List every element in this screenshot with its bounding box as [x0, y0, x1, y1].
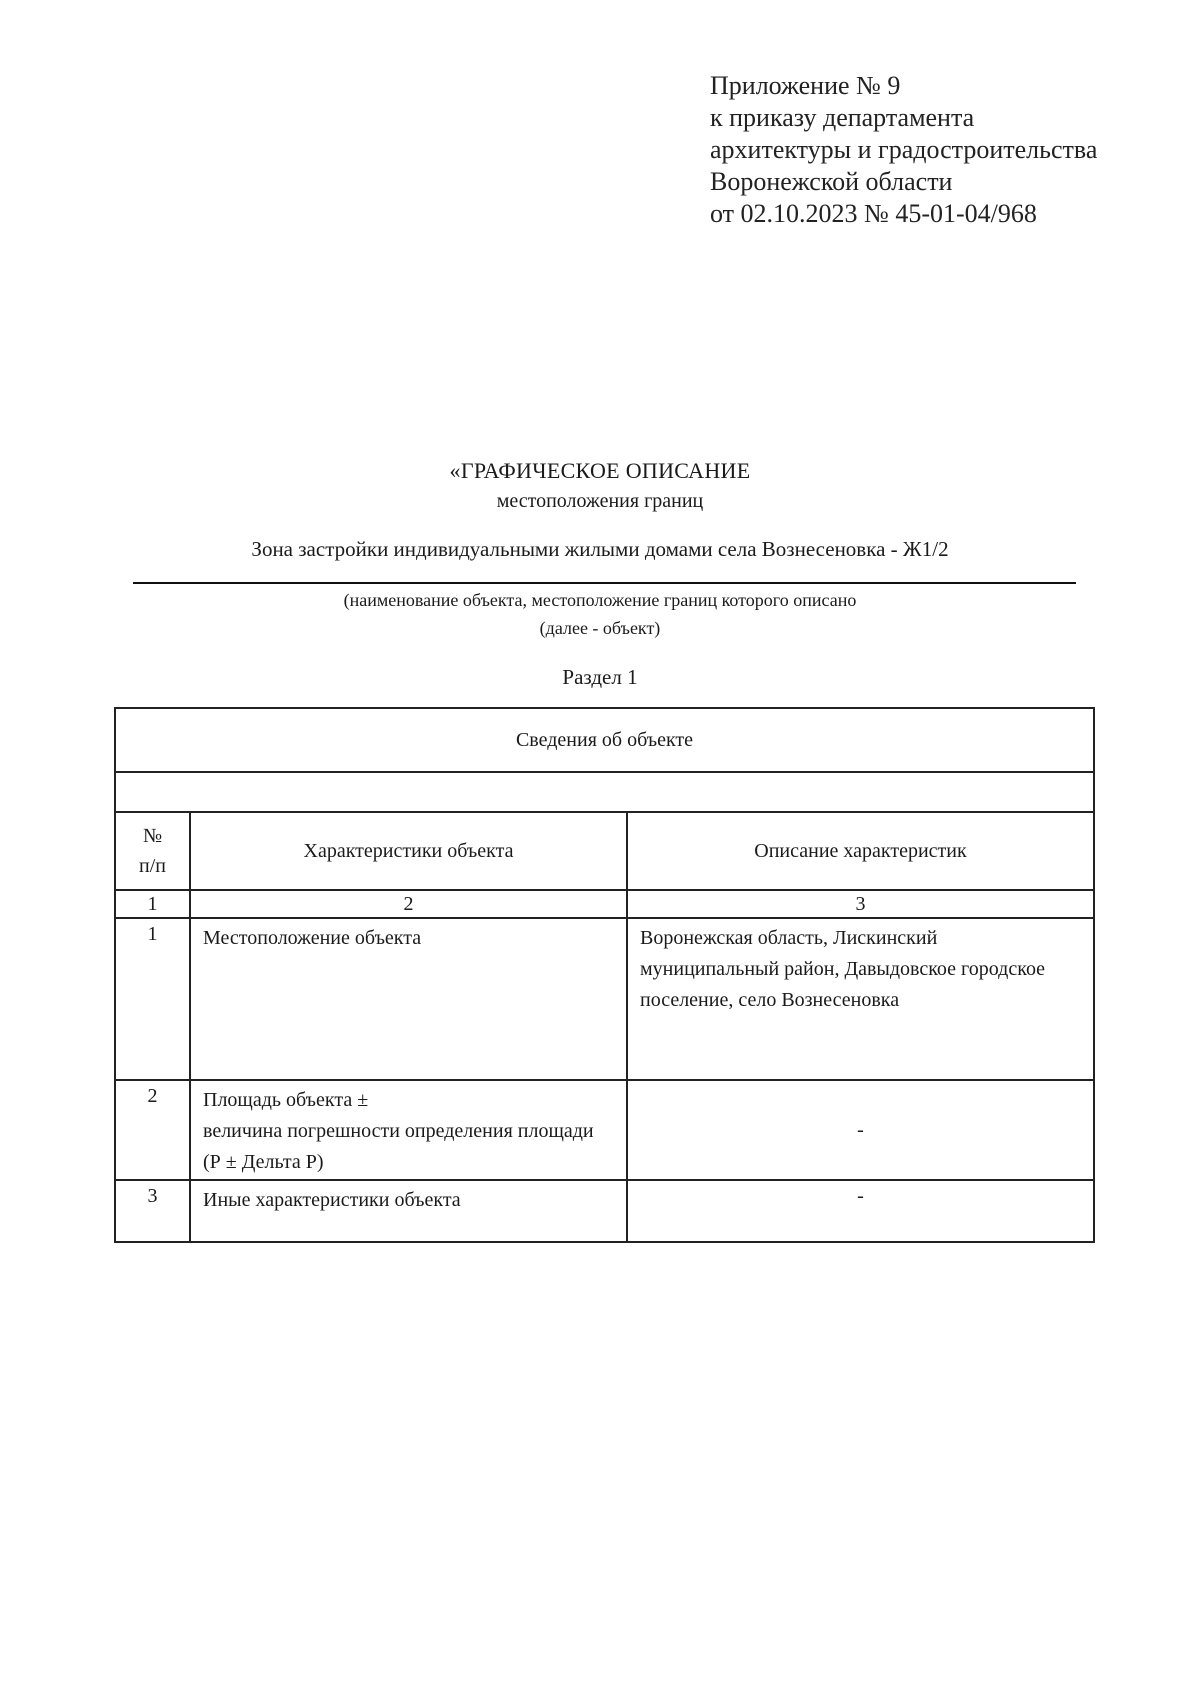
- table-index-row: [115, 890, 1094, 918]
- section-label: Раздел 1: [562, 665, 638, 689]
- document-title: «ГРАФИЧЕСКОЕ ОПИСАНИЕ: [449, 458, 751, 483]
- object-info-table: [114, 707, 1095, 1243]
- table-empty-row: [115, 772, 1094, 812]
- header-number-abbr: п/п: [139, 855, 166, 877]
- row-number: 2: [115, 1080, 190, 1180]
- appendix-line: к приказу департамента: [710, 103, 975, 132]
- appendix-line: архитектуры и градостроительства: [710, 135, 1098, 164]
- index-cell: 1: [115, 890, 190, 918]
- table-header-row: [115, 812, 1094, 890]
- table-caption-row: [115, 708, 1094, 772]
- index-cell: 3: [627, 890, 1094, 918]
- appendix-header: [710, 70, 1097, 230]
- table-row: [115, 1080, 1094, 1180]
- row-number: 1: [115, 918, 190, 1080]
- header-characteristics: Характеристики объекта: [190, 812, 627, 890]
- object-name-hint: [0, 586, 1200, 642]
- header-description: Описание характеристик: [627, 812, 1094, 890]
- table-row: [115, 1180, 1094, 1242]
- appendix-line: от 02.10.2023 № 45-01-04/968: [710, 199, 1037, 228]
- index-cell: 2: [190, 890, 627, 918]
- appendix-line: Приложение № 9: [710, 71, 901, 100]
- header-number: [115, 812, 190, 890]
- appendix-line: Воронежской области: [710, 167, 953, 196]
- table-empty-cell: [115, 772, 1094, 812]
- object-name-underline: [133, 582, 1076, 584]
- object-hint-line: (далее - объект): [539, 618, 661, 638]
- table-caption: Сведения об объекте: [115, 708, 1094, 772]
- object-hint-line: (наименование объекта, местоположение границ которого описано: [343, 590, 857, 610]
- row-characteristic-line: величина погрешности определения площади (Р ± Дельта Р): [203, 1120, 594, 1173]
- document-subtitle: местоположения границ: [496, 490, 704, 512]
- row-description: Воронежская область, Лискинский муниципальный район, Давыдовское городское поселение, село Вознесеновка: [627, 918, 1094, 1080]
- object-name: Зона застройки индивидуальными жилыми домами села Вознесеновка - Ж1/2: [251, 537, 949, 561]
- row-characteristic-line: Площадь объекта ±: [203, 1089, 369, 1111]
- row-characteristic: [190, 1080, 627, 1180]
- header-number-sign: №: [142, 825, 163, 847]
- row-characteristic: Иные характеристики объекта: [190, 1180, 627, 1242]
- row-characteristic: Местоположение объекта: [190, 918, 627, 1080]
- row-description: -: [627, 1080, 1094, 1180]
- table-row: [115, 918, 1094, 1080]
- row-description: -: [627, 1180, 1094, 1242]
- row-number: 3: [115, 1180, 190, 1242]
